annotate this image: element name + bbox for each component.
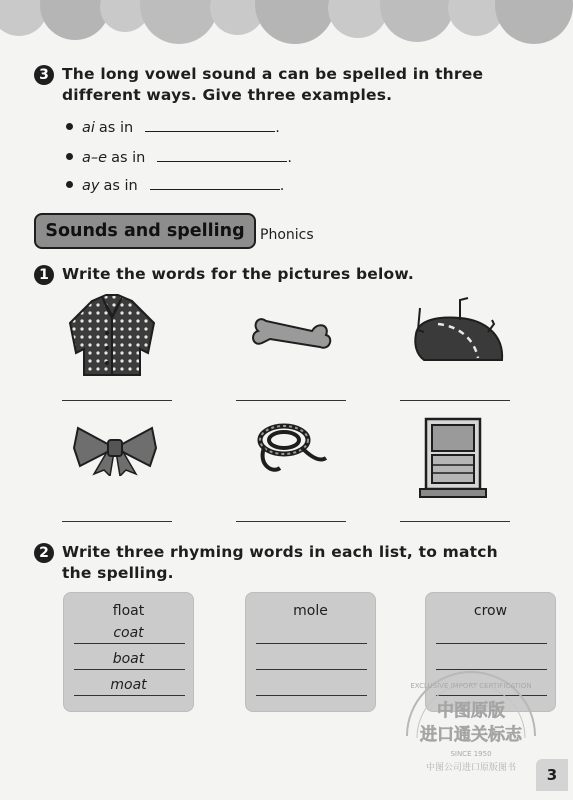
period: . [287,150,292,166]
question-line-2: different ways. Give three examples. [62,86,393,104]
spelling-pattern: ay [82,178,100,194]
answer-line[interactable] [62,521,172,522]
activity-number: 2 [34,543,54,563]
question-3 [34,64,483,106]
answer-blank[interactable] [145,117,275,132]
import-certification-stamp [397,666,545,776]
example-row-ay [66,175,284,194]
list-heading: mole [293,603,328,619]
question-text [62,64,483,106]
answer-line[interactable] [256,643,367,644]
road-picture [408,294,508,372]
list-heading: crow [473,603,508,619]
stamp-line-2: 进口通关标志 [420,725,522,745]
answer-line[interactable] [74,695,185,696]
bullet-icon [66,181,73,188]
answer-line[interactable] [74,669,185,670]
answer-line[interactable] [74,643,185,644]
answer-line[interactable] [436,643,547,644]
example-row-a-e [66,147,292,166]
period: . [279,178,285,194]
section-title: Sounds and spelling [34,213,256,249]
activity-text: Write the words for the pictures below. [62,265,414,283]
question-line-1: The long vowel sound a can be spelled in three [62,65,484,83]
list-word: coat [113,625,144,641]
bullet-icon [66,153,73,160]
rope-picture [250,418,330,478]
answer-line[interactable] [256,695,367,696]
example-label: as in [98,120,134,136]
activity-line-2: the spelling. [62,564,174,582]
answer-line[interactable] [62,400,172,401]
stamp-top-text: EXCLUSIVE IMPORT CERTIFICATION [410,682,532,690]
answer-line[interactable] [400,521,510,522]
example-label: as in [103,178,138,194]
list-word: moat [110,677,147,693]
spelling-pattern: a–e [82,150,108,166]
example-row-ai [66,117,280,136]
answer-blank[interactable] [157,147,287,162]
question-number: 3 [34,65,54,85]
window-picture [418,415,488,499]
activity-1 [34,264,414,285]
bullet-icon [66,123,73,130]
list-heading: float [112,603,145,619]
rhyme-list-mole [245,592,376,712]
bone-picture [248,307,334,357]
answer-line[interactable] [400,400,510,401]
section-subtitle: Phonics [260,227,314,243]
activity-line-1: Write three rhyming words in each list, to match [62,543,498,561]
coat-picture [62,293,162,377]
answer-line[interactable] [236,521,346,522]
activity-number: 1 [34,265,54,285]
stamp-since: SINCE 1950 [450,750,492,758]
spelling-pattern: ai [82,120,95,136]
activity-text [62,542,498,584]
period: . [275,120,280,136]
list-word: boat [112,651,145,667]
example-label: as in [111,150,146,166]
activity-2 [34,542,498,584]
bow-picture [70,422,160,476]
stamp-bottom-text: 中图公司进口原版图书 [425,763,517,773]
header-decoration [0,0,573,48]
stamp-line-1: 中图原版 [437,701,505,721]
answer-line[interactable] [236,400,346,401]
page-number: 3 [536,759,568,791]
rhyme-list-float [63,592,194,712]
answer-line[interactable] [256,669,367,670]
answer-blank[interactable] [150,175,280,190]
